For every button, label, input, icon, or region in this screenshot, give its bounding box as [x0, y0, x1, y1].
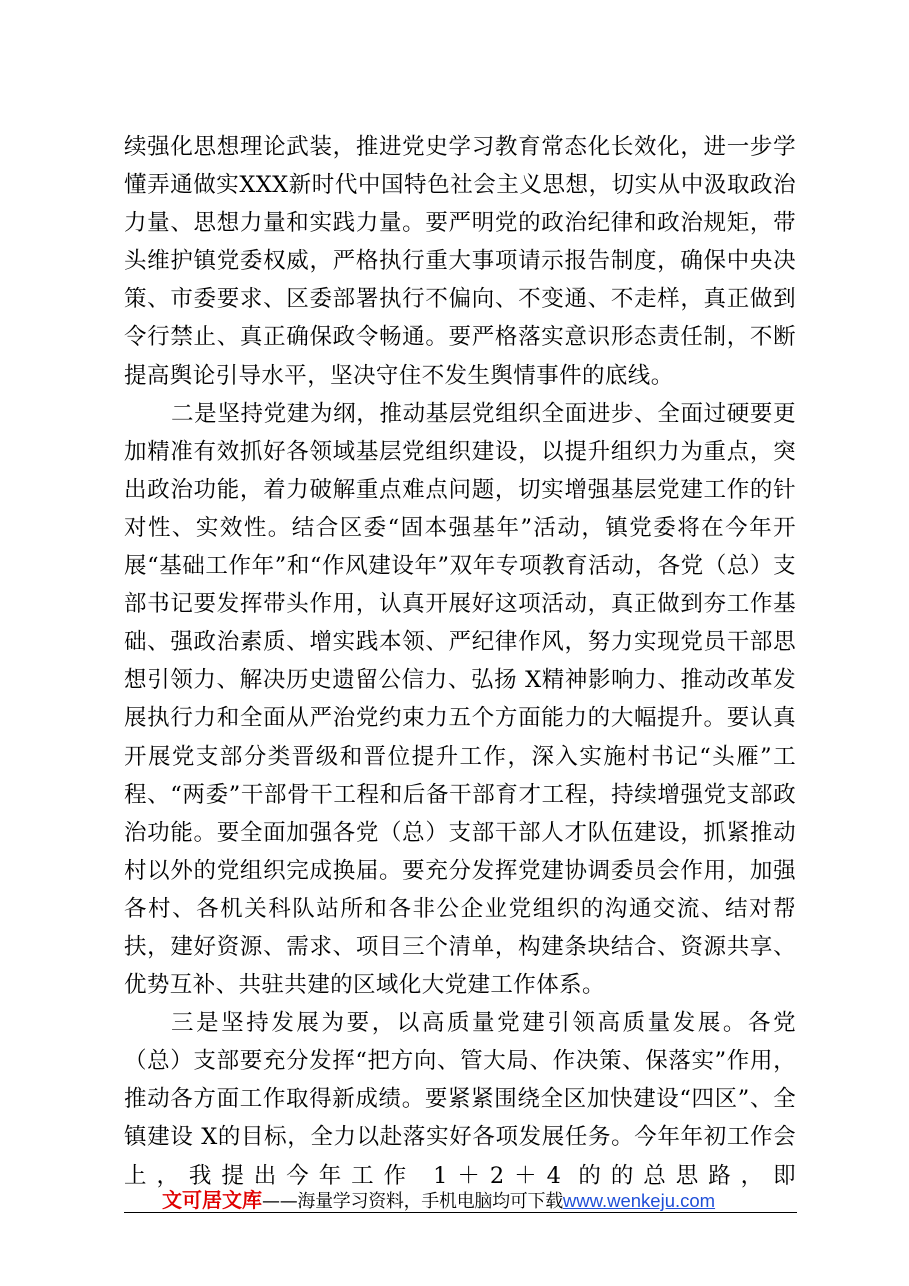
footer-brand: 文可居文库: [162, 1188, 262, 1212]
paragraph-3: 三是坚持发展为要，以高质量党建引领高质量发展。各党（总）支部要充分发挥“把方向、管大局、作决策、保落实”作用，推动各方面工作取得新成绩。要紧紧围绕全区加快建设“四区”、全镇建设 X的目标，全力以赴落实好各项发展任务。今年年初工作会上，我提出今年工作 1＋2＋4 的的总思路，即: [124, 1010, 796, 1189]
paragraph-1: 续强化思想理论武装，推进党史学习教育常态化长效化，进一步学懂弄通做实XXX新时代中国特色社会主义思想，切实从中汲取政治力量、思想力量和实践力量。要严明党的政治纪律和政治规矩，带头维护镇党委权威，严格执行重大事项请示报告制度，确保中央决策、市委要求、区委部署执行不偏向、不变通、不走样，真正做到令行禁止、真正确保政令畅通。要严格落实意识形态责任制，不断提高舆论引导水平，坚决守住不发生舆情事件的底线。: [124, 134, 796, 389]
document-body: [124, 128, 796, 1195]
footer-banner: [162, 1184, 715, 1213]
footer-link[interactable]: www.wenkeju.com: [562, 1190, 716, 1211]
footer-tagline: ——海量学习资料，手机电脑均可下载: [262, 1191, 563, 1212]
page-footer: [124, 1178, 797, 1213]
paragraph-2: 二是坚持党建为纲，推动基层党组织全面进步、全面过硬要更加精准有效抓好各领域基层党组织建设，以提升组织力为重点，突出政治功能，着力破解重点难点问题，切实增强基层党建工作的针对性、实效性。结合区委“固本强基年”活动，镇党委将在今年开展“基础工作年”和“作风建设年”双年专项教育活动，各党（总）支部书记要发挥带头作用，认真开展好这项活动，真正做到夯工作基础、强政治素质、增实践本领、严纪律作风，努力实现党员干部思想引领力、解决历史遗留公信力、弘扬 X精神影响力、推动改革发展执行力和全面从严治党约束力五个方面能力的大幅提升。要认真开展党支部分类晋级和晋位提升工作，深入实施村书记“头雁”工程、“两委”干部骨干工程和后备干部育才工程，持续增强党支部政治功能。要全面加强各党（总）支部干部人才队伍建设，抓紧推动村以外的党组织完成换届。要充分发挥党建协调委员会作用，加强各村、各机关科队站所和各非公企业党组织的沟通交流、结对帮扶，建好资源、需求、项目三个清单，构建条块结合、资源共享、优势互补、共驻共建的区域化大党建工作体系。: [124, 400, 796, 999]
